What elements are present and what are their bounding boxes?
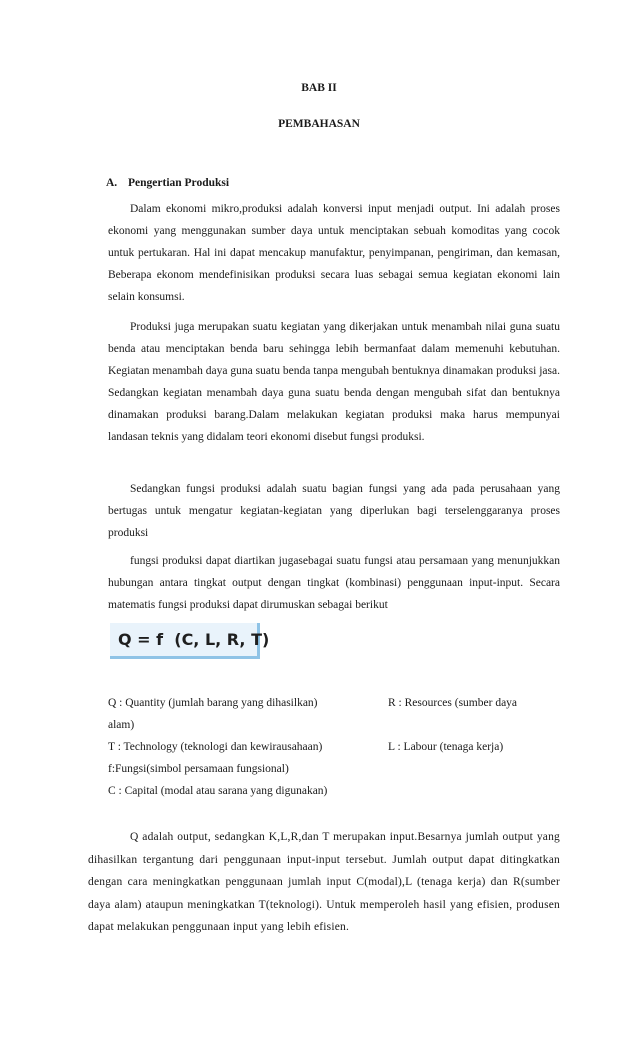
legend-quantity: Q : Quantity (jumlah barang yang dihasilkan) xyxy=(108,697,318,709)
chapter-heading: BAB II xyxy=(301,82,337,94)
legend-capital: C : Capital (modal atau sarana yang digunakan) xyxy=(108,785,328,797)
legend-technology: T : Technology (teknologi dan kewirausahaan) xyxy=(108,741,323,753)
legend-function: f:Fungsi(simbol persamaan fungsional) xyxy=(108,763,289,775)
paragraph-2: Produksi juga merupakan suatu kegiatan yang dikerjakan untuk menambah nilai guna suatu benda atau menciptakan benda baru sehingga lebih bermanfaat dalam memenuhi kebutuhan. Kegiatan menambah daya guna suatu benda tanpa mengubah bentuknya dinamakan produksi jasa. Sedangkan kegiatan menambah daya guna suatu benda dengan mengubah sifat dan bentuknya dinamakan produksi barang.Dalam melakukan kegiatan produksi maka harus mempunyai landasan teknis yang didalam teori ekonomi disebut fungsi produksi. xyxy=(108,321,560,443)
paragraph-3: Sedangkan fungsi produksi adalah suatu bagian fungsi yang ada pada perusahaan yang bertugas untuk mengatur kegiatan-kegiatan yang diperlukan bagi terselenggaranya proses produksi xyxy=(108,483,560,539)
section-heading xyxy=(106,177,229,189)
section-number: A. xyxy=(106,177,118,189)
legend-resources: R : Resources (sumber daya xyxy=(388,697,518,709)
chapter-title: PEMBAHASAN xyxy=(278,118,360,130)
section-title-text: Pengertian Produksi xyxy=(128,177,230,189)
legend-labour: L : Labour (tenaga kerja) xyxy=(388,741,504,753)
legend-resources-continued: alam) xyxy=(108,719,135,731)
paragraph-4: fungsi produksi dapat diartikan jugasebagai suatu fungsi atau persamaan yang menunjukkan hubungan antara tingkat output dengan tingkat (kombinasi) penggunaan input-input. Secara matematis fungsi produksi dapat dirumuskan sebagai berikut xyxy=(108,555,560,611)
closing-paragraph: Q adalah output, sedangkan K,L,R,dan T merupakan input.Besarnya jumlah output yang dihasilkan tergantung dari penggunaan input-input tersebut. Jumlah output dapat ditingkatkan dengan cara meningkatkan penggunaan jumlah input C(modal),L (tenaga kerja) dan R(sumber daya alam) ataupun meningkatkan T(teknologi). Untuk memperoleh hasil yang efisien, produsen dapat melakukan penggunaan input yang lebih efisien. xyxy=(88,831,560,933)
paragraph-1: Dalam ekonomi mikro,produksi adalah konversi input menjadi output. Ini adalah proses ekonomi yang menggunakan sumber daya untuk menciptakan sebuah komoditas yang cocok untuk pertukaran. Hal ini dapat mencakup manufaktur, penyimpanan, pengiriman, dan kemasan, Beberapa ekonom mendefinisikan produksi secara luas sebagai semua kegiatan ekonomi lain selain konsumsi. xyxy=(108,203,560,303)
production-function-formula: Q = f (C, L, R, T) xyxy=(110,623,260,659)
